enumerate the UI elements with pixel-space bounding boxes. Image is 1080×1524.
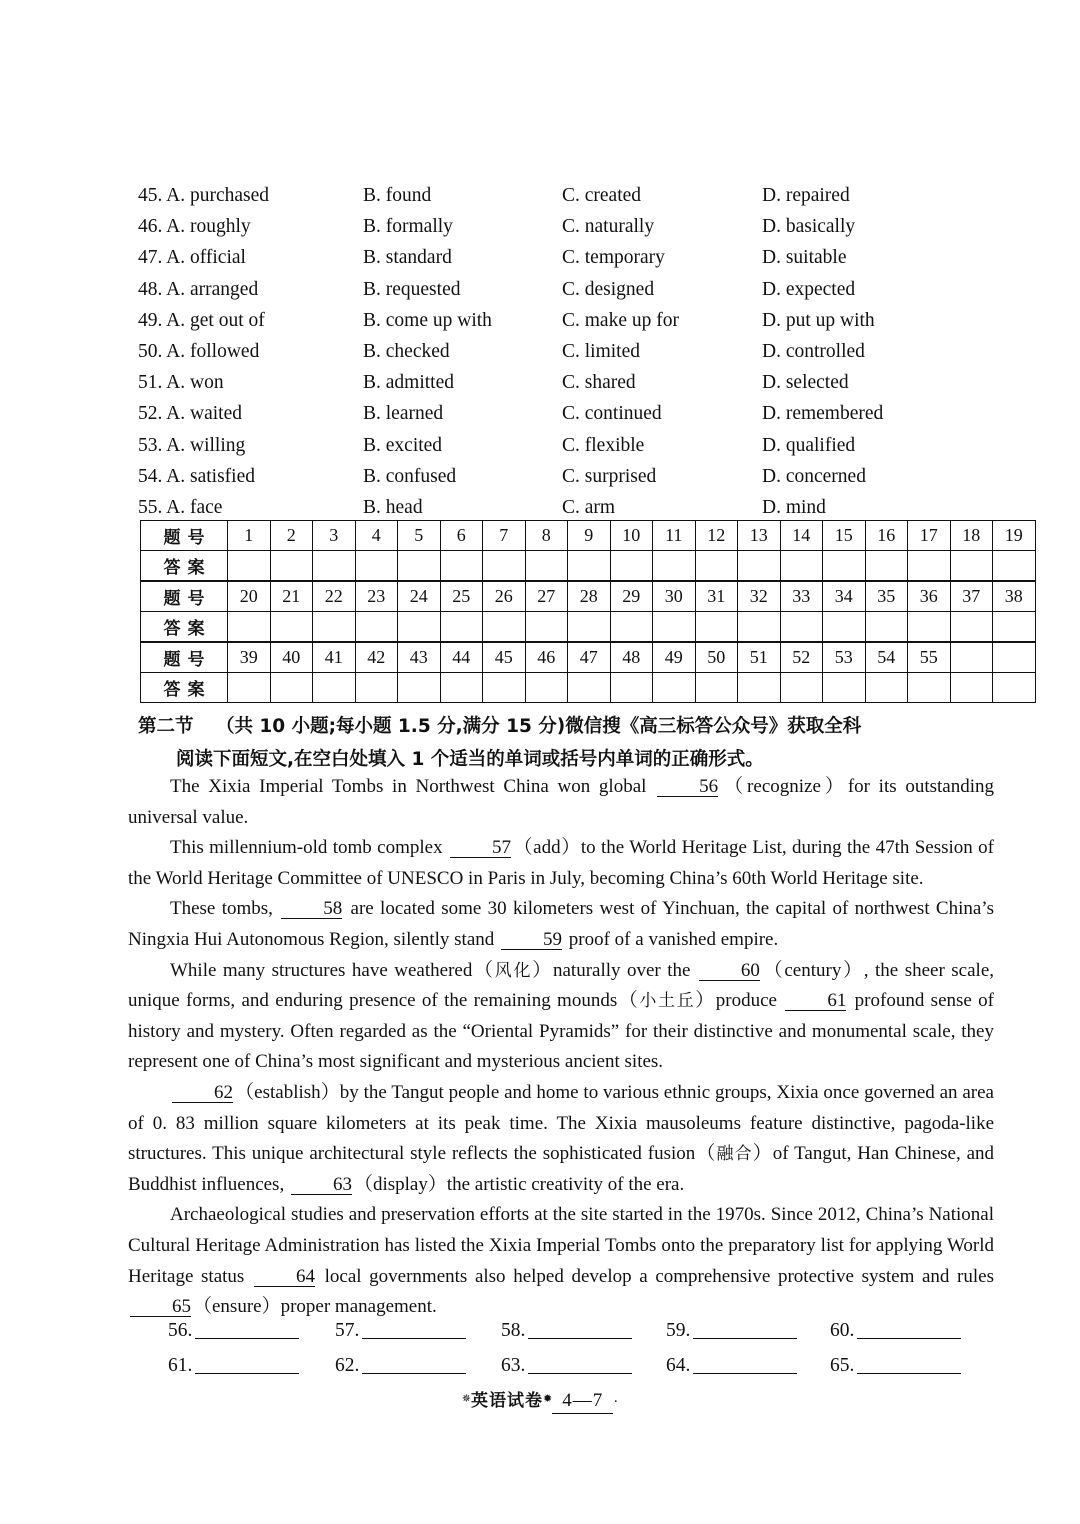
mc-question-row bbox=[138, 430, 998, 461]
multiple-choice-block bbox=[138, 180, 998, 523]
mc-option-c[interactable]: C. continued bbox=[562, 403, 662, 425]
answer-grid-number-cell: 40 bbox=[270, 642, 313, 673]
mc-option-d[interactable]: D. suitable bbox=[762, 247, 847, 269]
answer-grid-question-label: 题号 bbox=[141, 581, 228, 612]
answer-grid-answer-cell[interactable] bbox=[610, 551, 653, 582]
answer-blank-number: 58. bbox=[501, 1320, 526, 1341]
mc-question-row bbox=[138, 274, 998, 305]
section-heading bbox=[138, 712, 861, 738]
answer-grid-answer-cell[interactable] bbox=[313, 673, 356, 703]
footer-dot: · bbox=[613, 1394, 619, 1410]
mc-option-a[interactable]: 53. A. willing bbox=[138, 434, 246, 456]
answer-blank-item[interactable] bbox=[830, 1320, 961, 1342]
answer-blank-number: 64. bbox=[666, 1355, 691, 1376]
mc-option-d[interactable]: D. repaired bbox=[762, 185, 850, 206]
answer-blank-row bbox=[168, 1320, 988, 1355]
chinese-gloss: 融合 bbox=[716, 1144, 753, 1165]
mc-option-a[interactable]: 47. A. official bbox=[138, 247, 246, 269]
answer-blank-item[interactable] bbox=[335, 1320, 466, 1342]
mc-option-b[interactable]: B. confused bbox=[363, 465, 457, 487]
mc-option-d[interactable]: D. selected bbox=[762, 372, 849, 394]
answer-grid-answer-cell[interactable] bbox=[865, 612, 908, 643]
answer-blank-item[interactable] bbox=[168, 1355, 299, 1377]
mc-question-row bbox=[138, 305, 998, 336]
answer-grid-answer-cell[interactable] bbox=[908, 551, 951, 582]
passage-text: ）naturally over the bbox=[532, 959, 697, 981]
answer-grid-number-cell: 41 bbox=[313, 642, 356, 673]
answer-grid-answer-label: 答案 bbox=[141, 673, 228, 703]
answer-blank-number: 56. bbox=[168, 1320, 193, 1341]
answer-grid-number-cell: 52 bbox=[780, 642, 823, 673]
mc-option-a[interactable]: 46. A. roughly bbox=[138, 216, 251, 238]
answer-grid-number-cell: 45 bbox=[483, 642, 526, 673]
passage-text: （recognize）for its outstanding universal value. bbox=[128, 776, 995, 828]
mc-option-a[interactable]: 52. A. waited bbox=[138, 403, 242, 425]
answer-grid-answer-cell[interactable] bbox=[313, 612, 356, 643]
cloze-blank[interactable]: 62 bbox=[172, 1083, 233, 1103]
answer-grid-number-cell: 34 bbox=[823, 581, 866, 612]
answer-grid-answer-label: 答案 bbox=[141, 551, 228, 582]
section-heading-scoring: （共 10 小题;每小题 1.5 分,满分 15 分) bbox=[215, 716, 566, 737]
cloze-blank[interactable]: 60 bbox=[699, 961, 760, 981]
cloze-blank[interactable]: 61 bbox=[785, 991, 846, 1011]
answer-grid-number-cell: 36 bbox=[908, 581, 951, 612]
mc-option-d[interactable]: D. mind bbox=[762, 496, 826, 518]
answer-grid-table bbox=[140, 520, 1036, 703]
answer-grid-number-cell: 53 bbox=[823, 642, 866, 673]
answer-grid-number-cell: 32 bbox=[738, 581, 781, 612]
answer-blank-number: 63. bbox=[501, 1355, 526, 1376]
passage-paragraph bbox=[128, 956, 994, 1078]
answer-grid-answer-cell[interactable] bbox=[525, 612, 568, 643]
mc-question-row bbox=[138, 367, 998, 398]
mc-option-d[interactable]: D. put up with bbox=[762, 309, 875, 331]
mc-question-row bbox=[138, 242, 998, 273]
answer-grid-number-cell: 15 bbox=[823, 521, 866, 551]
mc-option-a[interactable]: 50. A. followed bbox=[138, 340, 260, 362]
section-heading-watermark: 微信搜《高三标答公众号》获取全科 bbox=[565, 716, 862, 737]
answer-grid-answer-row bbox=[141, 673, 1036, 703]
answer-grid-answer-cell[interactable] bbox=[483, 551, 526, 582]
mc-option-c[interactable]: C. created bbox=[562, 185, 642, 206]
answer-grid-number-cell: 25 bbox=[440, 581, 483, 612]
passage-paragraph bbox=[128, 1078, 994, 1200]
cloze-passage bbox=[128, 772, 994, 1323]
answer-grid-answer-cell[interactable] bbox=[695, 612, 738, 643]
answer-blank-line[interactable] bbox=[528, 1373, 632, 1374]
answer-grid-answer-row bbox=[141, 612, 1036, 643]
answer-grid-answer-cell[interactable] bbox=[908, 612, 951, 643]
answer-grid-body bbox=[141, 521, 1036, 703]
footer-page-number: 4—7 bbox=[552, 1390, 613, 1414]
mc-option-c[interactable]: C. make up for bbox=[562, 309, 679, 331]
answer-grid-question-label: 题号 bbox=[141, 642, 228, 673]
answer-blank-line[interactable] bbox=[362, 1338, 466, 1339]
mc-option-c[interactable]: C. temporary bbox=[562, 247, 665, 269]
answer-grid-answer-cell[interactable] bbox=[738, 551, 781, 582]
answer-grid-answer-cell[interactable] bbox=[228, 612, 271, 643]
mc-option-a[interactable]: 51. A. won bbox=[138, 372, 224, 394]
answer-grid-number-cell: 13 bbox=[738, 521, 781, 551]
answer-grid-number-cell: 27 bbox=[525, 581, 568, 612]
mc-option-a[interactable]: 48. A. arranged bbox=[138, 278, 259, 300]
answer-grid-answer-cell[interactable] bbox=[355, 612, 398, 643]
mc-question-row bbox=[138, 461, 998, 492]
answer-grid-number-cell: 17 bbox=[908, 521, 951, 551]
passage-paragraph bbox=[128, 1200, 994, 1322]
answer-grid-answer-cell[interactable] bbox=[610, 673, 653, 703]
answer-grid-number-cell: 26 bbox=[483, 581, 526, 612]
answer-grid-answer-cell[interactable] bbox=[865, 673, 908, 703]
answer-blank-number: 59. bbox=[666, 1320, 691, 1341]
answer-grid-answer-cell[interactable] bbox=[653, 551, 696, 582]
answer-grid-number-cell: 31 bbox=[695, 581, 738, 612]
answer-grid-number-cell: 39 bbox=[228, 642, 271, 673]
answer-grid-number-cell: 54 bbox=[865, 642, 908, 673]
answer-blank-line[interactable] bbox=[857, 1373, 961, 1374]
answer-grid-answer-cell[interactable] bbox=[738, 673, 781, 703]
answer-grid-answer-cell[interactable] bbox=[228, 551, 271, 582]
answer-grid-number-cell: 1 bbox=[228, 521, 271, 551]
answer-blank-line[interactable] bbox=[362, 1373, 466, 1374]
answer-grid-answer-cell[interactable] bbox=[993, 551, 1036, 582]
cloze-blank[interactable]: 56 bbox=[657, 777, 718, 797]
answer-grid-number-cell: 12 bbox=[695, 521, 738, 551]
answer-grid-answer-cell[interactable] bbox=[568, 612, 611, 643]
answer-grid-number-cell: 48 bbox=[610, 642, 653, 673]
answer-blank-item[interactable] bbox=[830, 1355, 961, 1377]
answer-grid-answer-label: 答案 bbox=[141, 612, 228, 643]
answer-grid-answer-cell[interactable] bbox=[908, 673, 951, 703]
answer-blank-number: 57. bbox=[335, 1320, 360, 1341]
mc-question-row bbox=[138, 211, 998, 242]
answer-grid-answer-cell[interactable] bbox=[228, 673, 271, 703]
answer-grid-answer-cell[interactable] bbox=[355, 673, 398, 703]
passage-text: （add）to the World Heritage List, during the 47th Session of the World Heritage Committee of UNESCO in Paris in July, becoming China’s 60th World Heritage site. bbox=[128, 837, 994, 889]
cloze-blank[interactable]: 57 bbox=[450, 838, 511, 858]
answer-blank-item[interactable] bbox=[666, 1320, 797, 1342]
decoration-seal-icon: ✹ bbox=[543, 1393, 553, 1405]
mc-option-b[interactable]: B. formally bbox=[363, 216, 453, 238]
passage-text: ）of Tangut, Han Chinese, and Buddhist influences, bbox=[128, 1143, 995, 1195]
answer-grid-number-cell: 22 bbox=[313, 581, 356, 612]
answer-grid-number-cell: 14 bbox=[780, 521, 823, 551]
answer-grid-answer-cell[interactable] bbox=[440, 673, 483, 703]
answer-grid-answer-cell[interactable] bbox=[950, 612, 993, 643]
mc-option-c[interactable]: C. naturally bbox=[562, 216, 655, 238]
answer-blank-number: 65. bbox=[830, 1355, 855, 1376]
answer-grid-answer-cell[interactable] bbox=[823, 551, 866, 582]
answer-grid-answer-cell[interactable] bbox=[483, 673, 526, 703]
answer-grid-number-cell: 5 bbox=[398, 521, 441, 551]
passage-text: （ensure）proper management. bbox=[193, 1296, 437, 1318]
answer-grid-number-cell: 16 bbox=[865, 521, 908, 551]
answer-grid-answer-cell[interactable] bbox=[440, 612, 483, 643]
mc-option-a[interactable]: 55. A. face bbox=[138, 496, 223, 518]
answer-grid-number-cell: 11 bbox=[653, 521, 696, 551]
mc-option-b[interactable]: B. standard bbox=[363, 247, 452, 269]
answer-blank-number: 60. bbox=[830, 1320, 855, 1341]
answer-grid-question-label: 题号 bbox=[141, 521, 228, 551]
answer-grid-number-cell: 3 bbox=[313, 521, 356, 551]
answer-grid-number-cell: 7 bbox=[483, 521, 526, 551]
answer-grid-answer-cell[interactable] bbox=[398, 612, 441, 643]
passage-text: proof of a vanished empire. bbox=[564, 928, 779, 950]
answer-grid-number-cell: 35 bbox=[865, 581, 908, 612]
mc-option-b[interactable]: B. come up with bbox=[363, 309, 492, 331]
cloze-blank[interactable]: 63 bbox=[291, 1175, 352, 1195]
passage-paragraph bbox=[128, 772, 994, 833]
answer-grid-number-cell: 50 bbox=[695, 642, 738, 673]
answer-blank-number: 62. bbox=[335, 1355, 360, 1376]
mc-option-d[interactable]: D. expected bbox=[762, 278, 856, 300]
answer-grid-number-cell: 24 bbox=[398, 581, 441, 612]
answer-grid-answer-cell[interactable] bbox=[950, 673, 993, 703]
answer-grid-answer-cell[interactable] bbox=[653, 673, 696, 703]
answer-grid-question-row bbox=[141, 521, 1036, 551]
answer-grid-number-cell: 30 bbox=[653, 581, 696, 612]
mc-question-row bbox=[138, 336, 998, 367]
passage-text: are located some 30 kilometers west of Yinchuan, the capital of northwest China’s Ningxia Hui Autonomous Region, silently stand bbox=[128, 898, 994, 950]
answer-grid-answer-cell[interactable] bbox=[780, 673, 823, 703]
answer-grid-number-cell: 4 bbox=[355, 521, 398, 551]
answer-grid-answer-cell[interactable] bbox=[610, 612, 653, 643]
passage-text: （establish）by the Tangut people and home to various ethnic groups, Xixia once governed an area of 0. 83 million square kilometers at its peak time. The Xixia mausoleums feature distinctive, pagoda-like structures. This unique architectural style reflects the sophisticated fusion（ bbox=[128, 1081, 994, 1165]
mc-option-b[interactable]: B. found bbox=[363, 185, 432, 206]
cloze-blank[interactable]: 59 bbox=[501, 930, 562, 950]
answer-grid-number-cell: 46 bbox=[525, 642, 568, 673]
answer-grid-question-row bbox=[141, 581, 1036, 612]
mc-question-row bbox=[138, 398, 998, 429]
answer-grid-answer-cell[interactable] bbox=[270, 612, 313, 643]
answer-grid-answer-row bbox=[141, 551, 1036, 582]
answer-grid-number-cell: 2 bbox=[270, 521, 313, 551]
mc-option-d[interactable]: D. qualified bbox=[762, 434, 856, 456]
answer-grid-answer-cell[interactable] bbox=[440, 551, 483, 582]
answer-blank-item[interactable] bbox=[335, 1355, 466, 1377]
passage-text: The Xixia Imperial Tombs in Northwest China won global bbox=[170, 776, 656, 797]
mc-option-a[interactable]: 45. A. purchased bbox=[138, 185, 270, 206]
answer-grid-number-cell: 55 bbox=[908, 642, 951, 673]
answer-grid-answer-cell[interactable] bbox=[950, 551, 993, 582]
answer-grid-number-cell: 42 bbox=[355, 642, 398, 673]
section-instruction: 阅读下面短文,在空白处填入 1 个适当的单词或括号内单词的正确形式。 bbox=[176, 749, 764, 770]
passage-text: While many structures have weathered（ bbox=[170, 959, 495, 981]
answer-blank-line[interactable] bbox=[693, 1338, 797, 1339]
passage-text: This millennium-old tomb complex bbox=[170, 837, 448, 859]
passage-text: ）produce bbox=[695, 990, 784, 1012]
chinese-gloss: 风化 bbox=[494, 960, 533, 981]
passage-paragraph bbox=[128, 833, 994, 894]
mc-option-d[interactable]: D. remembered bbox=[762, 403, 884, 425]
answer-blank-line[interactable] bbox=[693, 1373, 797, 1374]
answer-grid-answer-cell[interactable] bbox=[568, 673, 611, 703]
answer-grid-number-cell: 49 bbox=[653, 642, 696, 673]
mc-option-c[interactable]: C. limited bbox=[562, 340, 640, 362]
answer-grid-number-cell: 28 bbox=[568, 581, 611, 612]
answer-grid-number-cell bbox=[993, 642, 1036, 673]
answer-grid-number-cell: 10 bbox=[610, 521, 653, 551]
passage-text: profound sense of history and mystery. Often regarded as the “Oriental Pyramids” for their distinctive and monumental scale, they represent one of China’s most significant and mysterious ancient sites. bbox=[128, 990, 994, 1073]
mc-option-d[interactable]: D. concerned bbox=[762, 465, 866, 487]
answer-grid-answer-cell[interactable] bbox=[483, 612, 526, 643]
answer-grid-answer-cell[interactable] bbox=[865, 551, 908, 582]
answer-blank-number: 61. bbox=[168, 1355, 193, 1376]
mc-question-row bbox=[138, 492, 998, 523]
answer-grid-answer-cell[interactable] bbox=[738, 612, 781, 643]
mc-option-c[interactable]: C. surprised bbox=[562, 465, 657, 487]
answer-grid-answer-cell[interactable] bbox=[823, 612, 866, 643]
answer-grid-number-cell: 9 bbox=[568, 521, 611, 551]
passage-paragraph bbox=[128, 894, 994, 955]
answer-grid-answer-cell[interactable] bbox=[398, 673, 441, 703]
answer-grid-answer-cell[interactable] bbox=[780, 551, 823, 582]
answer-grid-number-cell: 29 bbox=[610, 581, 653, 612]
answer-grid-number-cell: 38 bbox=[993, 581, 1036, 612]
answer-grid-answer-cell[interactable] bbox=[823, 673, 866, 703]
mc-option-b[interactable]: B. admitted bbox=[363, 372, 454, 394]
answer-grid-number-cell: 33 bbox=[780, 581, 823, 612]
answer-grid-answer-cell[interactable] bbox=[568, 551, 611, 582]
answer-grid-number-cell: 6 bbox=[440, 521, 483, 551]
chinese-gloss: 小土丘 bbox=[639, 991, 696, 1012]
mc-option-c[interactable]: C. arm bbox=[562, 496, 616, 518]
mc-option-b[interactable]: B. head bbox=[363, 496, 423, 518]
answer-blank-item[interactable] bbox=[168, 1320, 299, 1342]
answer-blanks-grid bbox=[168, 1320, 988, 1390]
answer-grid-number-cell: 18 bbox=[950, 521, 993, 551]
footer-subject-label: 英语试卷 bbox=[471, 1391, 543, 1411]
answer-blank-line[interactable] bbox=[195, 1373, 299, 1374]
answer-grid-number-cell: 51 bbox=[738, 642, 781, 673]
answer-grid-number-cell: 37 bbox=[950, 581, 993, 612]
answer-grid-answer-cell[interactable] bbox=[313, 551, 356, 582]
answer-grid-answer-cell[interactable] bbox=[653, 612, 696, 643]
answer-grid-number-cell: 43 bbox=[398, 642, 441, 673]
answer-grid-answer-cell[interactable] bbox=[270, 673, 313, 703]
answer-blank-row bbox=[168, 1355, 988, 1390]
page-footer bbox=[0, 1386, 1080, 1414]
answer-blank-item[interactable] bbox=[501, 1355, 632, 1377]
passage-text: Archaeological studies and preservation efforts at the site started in the 1970s. Since 2012, China’s National Cultural Heritage Administration has listed the Xixia Imperial Tombs onto the preparatory list for applying World Heritage status bbox=[128, 1204, 994, 1287]
answer-blank-line[interactable] bbox=[857, 1338, 961, 1339]
answer-grid-number-cell bbox=[950, 642, 993, 673]
answer-blank-line[interactable] bbox=[195, 1338, 299, 1339]
mc-option-b[interactable]: B. checked bbox=[363, 340, 450, 362]
answer-grid-number-cell: 8 bbox=[525, 521, 568, 551]
section-heading-prefix: 第二节 bbox=[138, 716, 194, 737]
passage-text: （display）the artistic creativity of the era. bbox=[353, 1173, 685, 1195]
answer-grid-answer-cell[interactable] bbox=[270, 551, 313, 582]
mc-question-row bbox=[138, 180, 998, 211]
mc-option-b[interactable]: B. learned bbox=[363, 403, 444, 425]
answer-grid-number-cell: 44 bbox=[440, 642, 483, 673]
answer-grid-answer-cell[interactable] bbox=[780, 612, 823, 643]
mc-option-c[interactable]: C. shared bbox=[562, 372, 636, 394]
answer-grid-number-cell: 20 bbox=[228, 581, 271, 612]
answer-grid-number-cell: 19 bbox=[993, 521, 1036, 551]
answer-blank-item[interactable] bbox=[666, 1355, 797, 1377]
answer-grid-answer-cell[interactable] bbox=[695, 673, 738, 703]
cloze-blank[interactable]: 64 bbox=[254, 1267, 315, 1287]
cloze-blank[interactable]: 58 bbox=[281, 899, 342, 919]
answer-grid-answer-cell[interactable] bbox=[525, 551, 568, 582]
passage-text: （century）, the sheer scale, unique forms, and enduring presence of the remaining mounds（ bbox=[128, 959, 994, 1012]
answer-grid-number-cell: 47 bbox=[568, 642, 611, 673]
answer-grid-question-row bbox=[141, 642, 1036, 673]
mc-option-d[interactable]: D. controlled bbox=[762, 340, 865, 362]
mc-option-a[interactable]: 54. A. satisfied bbox=[138, 465, 255, 487]
answer-grid-answer-cell[interactable] bbox=[525, 673, 568, 703]
mc-option-d[interactable]: D. basically bbox=[762, 216, 856, 238]
passage-text: local governments also helped develop a comprehensive protective system and rules bbox=[316, 1265, 994, 1287]
cloze-blank[interactable]: 65 bbox=[130, 1297, 191, 1317]
answer-grid-answer-cell[interactable] bbox=[993, 673, 1036, 703]
answer-grid-answer-cell[interactable] bbox=[993, 612, 1036, 643]
mc-option-a[interactable]: 49. A. get out of bbox=[138, 309, 265, 331]
answer-blank-item[interactable] bbox=[501, 1320, 632, 1342]
answer-grid-number-cell: 21 bbox=[270, 581, 313, 612]
mc-option-c[interactable]: C. designed bbox=[562, 278, 655, 300]
passage-text: These tombs, bbox=[170, 898, 280, 920]
answer-grid-answer-cell[interactable] bbox=[695, 551, 738, 582]
answer-grid-number-cell: 23 bbox=[355, 581, 398, 612]
answer-grid-answer-cell[interactable] bbox=[398, 551, 441, 582]
mc-option-b[interactable]: B. excited bbox=[363, 434, 443, 456]
answer-blank-line[interactable] bbox=[528, 1338, 632, 1339]
answer-grid-answer-cell[interactable] bbox=[355, 551, 398, 582]
decoration-star-icon: ✵ bbox=[461, 1393, 471, 1405]
mc-option-c[interactable]: C. flexible bbox=[562, 434, 645, 456]
mc-option-b[interactable]: B. requested bbox=[363, 278, 461, 300]
